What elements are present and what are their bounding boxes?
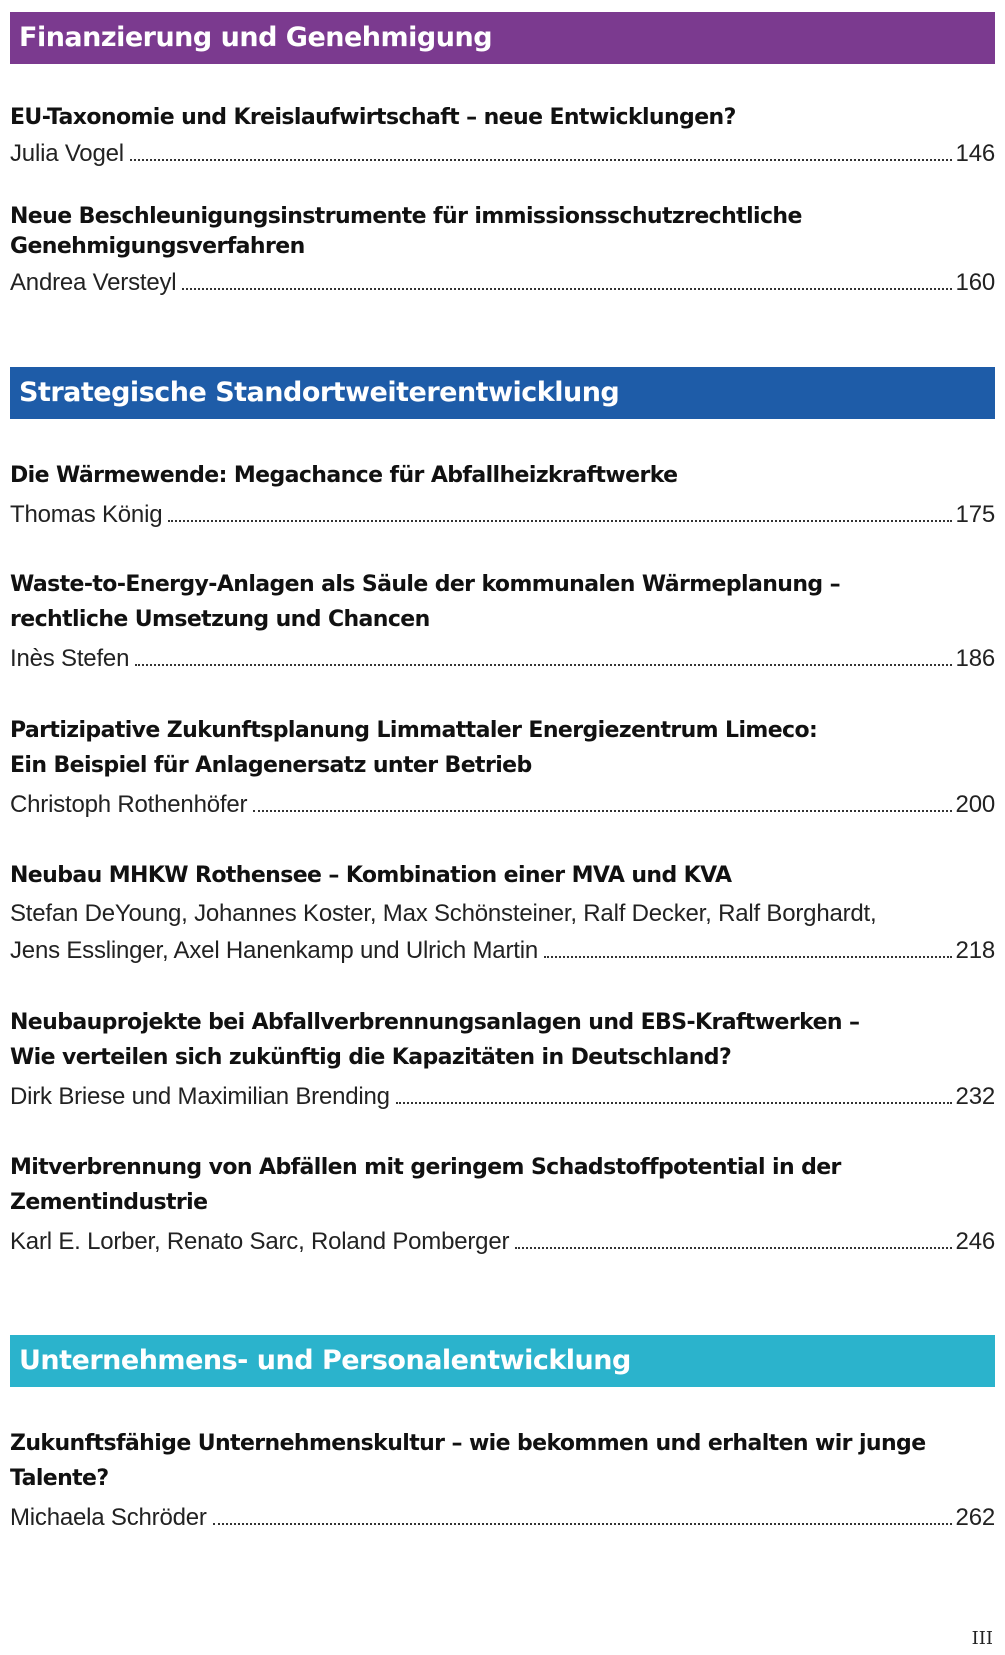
table-of-contents (10, 12, 995, 1536)
entry-title: EU-Taxonomie und Kreislaufwirtschaft – neue Entwicklungen? (10, 105, 736, 130)
section-header-standortweiterentwicklung: Strategische Standortweiterentwicklung (10, 367, 995, 419)
entry-page-number: 146 (955, 140, 995, 167)
entry-title: Partizipative Zukunftsplanung Limmattaler Energiezentrum Limeco: (10, 718, 818, 743)
entry-title: Waste-to-Energy-Anlagen als Säule der kommunalen Wärmeplanung – (10, 572, 840, 597)
toc-entry (10, 567, 995, 677)
toc-entry (10, 202, 995, 301)
entry-page-number: 218 (955, 937, 995, 964)
dot-leader (253, 809, 951, 812)
entry-authors: Thomas König (10, 501, 163, 528)
dot-leader (515, 1246, 951, 1249)
entry-author-row (10, 1223, 995, 1260)
entry-page-number: 186 (955, 645, 995, 672)
dot-leader (135, 663, 951, 666)
dot-leader (213, 1522, 952, 1525)
entry-authors: Michaela Schröder (10, 1504, 207, 1531)
toc-entry (10, 1005, 995, 1115)
page-number: III (971, 1628, 993, 1649)
entry-page-number: 246 (955, 1228, 995, 1255)
entry-title: Ein Beispiel für Anlagenersatz unter Betrieb (10, 753, 532, 778)
toc-entry (10, 1150, 995, 1260)
entry-title: Genehmigungsverfahren (10, 234, 305, 259)
toc-entry (10, 858, 995, 969)
entry-authors: Julia Vogel (10, 140, 124, 167)
entry-author-row (10, 640, 995, 677)
entry-authors: Dirk Briese und Maximilian Brending (10, 1083, 390, 1110)
dot-leader (130, 158, 952, 161)
entry-page-number: 160 (955, 269, 995, 296)
entry-title: Mitverbrennung von Abfällen mit geringem Schadstoffpotential in der Zementindustrie (10, 1155, 841, 1215)
entry-author-row (10, 1499, 995, 1536)
entry-author-row (10, 264, 995, 301)
dot-leader (396, 1101, 952, 1104)
toc-entry (10, 458, 995, 533)
entry-title: Neubau MHKW Rothensee – Kombination einer MVA und KVA (10, 863, 732, 888)
entry-author-row (10, 1078, 995, 1115)
entry-authors: Jens Esslinger, Axel Hanenkamp und Ulrich Martin (10, 937, 538, 964)
entry-title: Neubauprojekte bei Abfallverbrennungsanlagen und EBS-Kraftwerken – (10, 1010, 860, 1035)
entry-title: Zukunftsfähige Unternehmenskultur – wie bekommen und erhalten wir junge Talente? (10, 1431, 926, 1491)
entry-author-row (10, 496, 995, 533)
entry-authors: Karl E. Lorber, Renato Sarc, Roland Pomberger (10, 1228, 510, 1255)
entry-page-number: 175 (955, 501, 995, 528)
entry-author-row (10, 786, 995, 823)
entry-page-number: 232 (955, 1083, 995, 1110)
dot-leader (544, 955, 952, 958)
section-header-finanzierung: Finanzierung und Genehmigung (10, 12, 995, 64)
entry-author-row (10, 135, 995, 172)
entry-page-number: 262 (955, 1504, 995, 1531)
entry-author-row (10, 932, 995, 969)
entry-title: rechtliche Umsetzung und Chancen (10, 607, 430, 632)
entry-authors: Inès Stefen (10, 645, 130, 672)
entry-title: Die Wärmewende: Megachance für Abfallheizkraftwerke (10, 463, 678, 488)
entry-authors: Stefan DeYoung, Johannes Koster, Max Schönsteiner, Ralf Decker, Ralf Borghardt, (10, 900, 877, 927)
dot-leader (182, 287, 951, 290)
toc-entry (10, 100, 995, 172)
toc-entry (10, 713, 995, 823)
entry-authors: Andrea Versteyl (10, 269, 177, 296)
entry-title: Wie verteilen sich zukünftig die Kapazitäten in Deutschland? (10, 1045, 732, 1070)
entry-authors: Christoph Rothenhöfer (10, 791, 248, 818)
entry-title: Neue Beschleunigungsinstrumente für immissionsschutzrechtliche (10, 204, 802, 229)
entry-page-number: 200 (955, 791, 995, 818)
dot-leader (168, 519, 951, 522)
section-header-personalentwicklung: Unternehmens- und Personalentwicklung (10, 1335, 995, 1387)
toc-entry (10, 1426, 995, 1536)
